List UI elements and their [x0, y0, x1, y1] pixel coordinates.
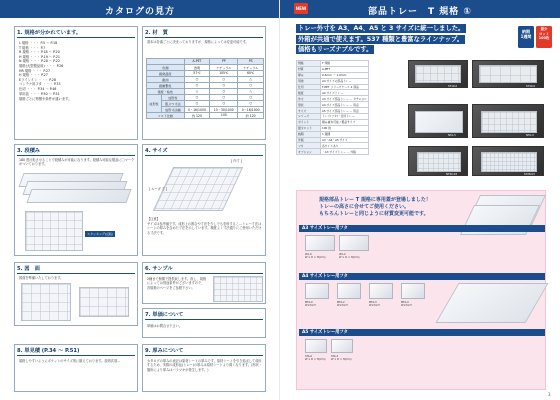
- material-cell: 耐油: [147, 76, 185, 82]
- standard-item: HR 規格 ・・・ P.27: [19, 68, 51, 73]
- lid-intro-line: トレーの高さに合せてご使用ください。: [319, 204, 410, 210]
- section-5-box: [14, 262, 138, 326]
- spec-key: ポイント: [297, 119, 321, 125]
- spec-key: シリーズ: [297, 114, 321, 120]
- lid-code: MTA-4: [401, 301, 409, 304]
- spec-key: 外寸: [297, 96, 321, 102]
- material-cell: 57℃: [184, 70, 210, 76]
- section-6-box: [142, 262, 266, 304]
- standard-item: 規格(大型製品用) ・・・ P.26: [19, 63, 64, 68]
- spec-value: トレイ(フタ)・仕切トレー: [321, 114, 369, 120]
- headline-line: 外箱が共通で使えます。537 種類と豊富なラインナップ。: [298, 35, 464, 43]
- section-7-box: [142, 308, 266, 338]
- material-cell: 約 120: [238, 112, 264, 118]
- tray-cross-section: [25, 211, 83, 251]
- section-9-title: 9. 厚みについて: [145, 347, 263, 356]
- standard-item: コンテナ用フタ ・・・ P.33: [19, 82, 61, 87]
- material-cell: 0〜16/1000: [184, 106, 210, 112]
- material-cell: コスト比較: [147, 112, 185, 118]
- spec-key: フタ: [297, 143, 321, 149]
- spec-value: A4 サイズの部品トレー: [321, 78, 369, 84]
- pocket-desc: 規格しやすいようにポケットのサイズ別に揃えております。説明次項…: [19, 359, 121, 363]
- tray-photo-grid: [479, 65, 537, 83]
- material-cell: ○: [238, 94, 264, 100]
- lid-image: [305, 283, 329, 299]
- material-header-cell: PS: [238, 59, 264, 65]
- delivery-tag: [518, 26, 534, 48]
- spec-table: [296, 60, 369, 155]
- stacking-desc: 180 度反転させることで段積みが可能になります。段積み可能な製品に〇マークがついております。: [19, 158, 135, 167]
- tray-photo: [472, 104, 544, 138]
- lid-dims: W × D × H(mm): [339, 256, 360, 259]
- tray-photo: [408, 60, 468, 88]
- lid-code: MTA-0: [305, 301, 313, 304]
- t-standard-page: [280, 0, 560, 400]
- min-lot-label: ロット: [538, 31, 550, 36]
- size-note: サイズは参考値です。成形上の都合や寸法を少しでも変形するこ…トレー寸法はシートの厚みを含めた寸法を示しています。精度よく寸法通りにご使用いただける寸法です。: [147, 222, 262, 235]
- standard-item: N 規格 ・・・ P.20 〜 P.22: [19, 59, 60, 64]
- spec-value: A3・A4・A5 サイズ: [321, 137, 369, 143]
- spec-key: サイズ: [297, 108, 321, 114]
- left-page-title: カタログの見方: [104, 7, 175, 17]
- standard-item: H 規格 ・・・ P.19 〜 P.21: [19, 54, 60, 59]
- spec-value: A5 サイズ部品トレー ... 用意: [321, 108, 369, 114]
- lid-section: [296, 190, 546, 390]
- standard-item: R 規格 ・・・ P.18 〜 P.20: [19, 50, 60, 55]
- photo-caption: NTA-4: [526, 134, 534, 137]
- stacking-tag: スタッキング(反転): [87, 232, 114, 236]
- photo-caption: ST40-0: [526, 85, 536, 88]
- inner-dim-label: [ 内寸 ]: [231, 159, 242, 163]
- left-header-bar: [0, 0, 280, 18]
- material-cell: ○: [210, 100, 238, 106]
- tray-photo: [408, 146, 468, 176]
- material-cell: ○: [184, 82, 210, 88]
- headline-line: 価格もリーズナブルです。: [298, 46, 373, 53]
- material-cell: ナチュラル: [238, 64, 264, 70]
- material-cell: 0〜16/1000: [238, 106, 264, 112]
- material-cell: 成形性: [162, 94, 185, 100]
- standard-item: H 規格 ・・・ P.27: [19, 73, 48, 78]
- material-table: [146, 58, 264, 119]
- material-cell: ○: [238, 82, 264, 88]
- lid-image: [331, 339, 353, 353]
- lid-image: [305, 339, 327, 353]
- section-9-box: [142, 344, 266, 392]
- material-desc: 基本は各番ごとに決まっておりますが、規格によっては変更可能です。: [147, 40, 249, 44]
- delivery-tag-label: 納期: [522, 29, 530, 34]
- material-row: [147, 112, 264, 118]
- spec-key: 外箱: [297, 137, 321, 143]
- a4-lid-header: A4 サイズトレー用フタ: [299, 273, 545, 280]
- material-cell: △: [184, 88, 210, 94]
- spec-value: T-PET フリーズケース 2 商品: [321, 84, 369, 90]
- photo-caption: ST10-0: [448, 85, 458, 88]
- photo-caption: NTA-3: [448, 134, 456, 137]
- material-cell: 約 120: [184, 112, 210, 118]
- section-7-title: 7. 単価について: [145, 311, 263, 320]
- material-cell: ○: [210, 82, 238, 88]
- section-5-title: 5. 図 面: [17, 265, 135, 274]
- thickness-desc: カタログの厚みの表記は原材シートの厚みです。原材シートを引き延ばして成形するため、実際の成形品(トレー)の厚みは原材シートより薄くなります。(形状・箇所により厚みはバラツキが発生します。): [147, 359, 262, 372]
- section-6-title: 6. サンプル: [145, 265, 263, 274]
- spec-value: A4 サイズ部品トレー ... 用意: [321, 102, 369, 108]
- tray-photo: [408, 104, 468, 138]
- section-8-box: [14, 344, 138, 392]
- material-cell: △: [238, 76, 264, 82]
- outer-dim-label: [ ルーガ 寸 ]: [149, 187, 168, 191]
- material-cell: 色調: [147, 64, 185, 70]
- lid-photo: [435, 283, 548, 323]
- spec-key: 形状: [297, 102, 321, 108]
- material-cell: 15〜30/1000: [210, 106, 238, 112]
- right-page-title: 部品トレー T 規格 ①: [367, 7, 473, 17]
- a5-lid-header: A5 サイズトレー用フタ: [299, 329, 545, 336]
- material-cell: ○: [210, 76, 238, 82]
- size-note-head: 【注意】: [147, 217, 160, 221]
- spec-key: 強度: [297, 90, 321, 96]
- lid-code: MTA-2: [337, 301, 345, 304]
- standard-item: 仕切 ・・・ P.34 〜 P.46: [19, 86, 57, 91]
- drawing-desc: 図面を準備いたしております。: [19, 276, 64, 280]
- material-cell: 100: [210, 112, 238, 118]
- section-2-title: 2. 材 質: [145, 29, 263, 38]
- price-desc: 単価はお問合せ下さい。: [147, 324, 183, 328]
- section-8-title: 8. 単見積 (P.34 〜 P.51): [17, 347, 135, 356]
- tray-photo-grid: [481, 152, 537, 172]
- material-cell: ○: [210, 88, 238, 94]
- spec-value: 100 枚: [321, 125, 369, 131]
- tray-photo-grid: [415, 65, 461, 83]
- lid-image: [401, 283, 425, 299]
- lid-dims: W × D × H(mm): [305, 256, 326, 259]
- drawing-image: [79, 287, 129, 317]
- spec-value: A3 サイズ部品トレー ... タテ×ヨコ: [322, 96, 367, 101]
- tray-photo-item: [415, 111, 463, 133]
- tray-photo-grid: [481, 111, 537, 133]
- standard-item: Eラインイン ・・・ P.28: [19, 77, 57, 82]
- lid-image: [369, 283, 393, 299]
- stacked-tray-image: [26, 189, 131, 203]
- lid-intro-line: もちろんトレーと同じように材質変更可能です。: [319, 211, 429, 217]
- material-cell: ナチュラル: [210, 64, 238, 70]
- a3-lid-header: A3 サイズトレー用フタ: [299, 225, 545, 232]
- material-cell: 耐熱温度: [147, 70, 185, 76]
- standard-item: L 規格 ・・・ P.5 〜 P.18: [19, 41, 58, 45]
- material-cell: 強度・粘性: [147, 88, 185, 94]
- spec-value: 1 週間: [321, 131, 369, 137]
- lid-code: LTA-2: [339, 253, 346, 256]
- tray-photo: [472, 60, 544, 88]
- lid-code: LTA-0: [305, 253, 312, 256]
- section-2-box: [142, 26, 266, 140]
- spec-key: 厚み: [297, 72, 321, 78]
- lid-dims: W×D×H: [401, 304, 412, 307]
- spec-row: [297, 149, 369, 155]
- standard-list: [19, 41, 72, 102]
- material-cell: 成形性: [147, 94, 162, 112]
- right-header-bar: [280, 0, 560, 18]
- material-header-cell: A-PET: [184, 59, 210, 65]
- lid-code: MTA-3: [369, 301, 377, 304]
- spec-key: 最少ロット: [297, 125, 321, 131]
- section-4-box: [142, 144, 266, 256]
- material-cell: 透明: [184, 64, 210, 70]
- tray-photo-grid: [417, 152, 461, 172]
- material-cell: △: [238, 88, 264, 94]
- lid-code: STA-0: [305, 355, 313, 358]
- material-header-cell: PP: [210, 59, 238, 65]
- min-lot-value: 100枚: [538, 36, 550, 41]
- lid-image: [339, 235, 369, 251]
- spec-key: 材質: [297, 66, 321, 72]
- lid-dims: W×D×H: [369, 304, 380, 307]
- material-cell: ○: [184, 76, 210, 82]
- standard-note: 規格ごとに特徴や条件が違います。: [19, 97, 72, 102]
- lid-intro: [319, 197, 431, 218]
- section-1-title: 1. 規格が分かれています。: [17, 29, 135, 38]
- spec-key: 用途: [297, 78, 321, 84]
- headline-line: トレー外寸を A3、A4、A5 と 3 サイズに統一しました。: [298, 25, 465, 32]
- spec-key: オプション: [297, 149, 321, 155]
- section-1-box: [14, 26, 138, 140]
- lid-intro-line: 規格部品トレー T 規格に専用蓋が登場しました！: [319, 197, 431, 203]
- spec-key: 納期: [297, 131, 321, 137]
- min-lot-label: 最少: [540, 27, 548, 31]
- lid-dims: W×D×H: [337, 304, 348, 307]
- material-cell: ○: [210, 94, 238, 100]
- section-3-title: 3. 段積み: [17, 147, 135, 156]
- spec-value: A-PET: [321, 66, 369, 72]
- photo-caption: ST28-03: [524, 173, 535, 176]
- delivery-tag-value: 1週間: [520, 34, 532, 40]
- page-number: 3: [548, 392, 551, 397]
- standard-item: 単用品 ・・・ P.50 〜 P.51: [19, 91, 60, 96]
- lid-dims: W×D×H: [305, 304, 316, 307]
- spec-key: 仕切: [297, 84, 321, 90]
- photo-caption: NT40-03: [446, 173, 458, 176]
- sample-tray-image: [213, 276, 263, 302]
- sample-desc: 2種まで無償で提供致します。但し、規格によっては別途条件がございますので、各規格のページをご参照下さい。: [147, 277, 207, 290]
- drawing-image: [21, 283, 71, 321]
- spec-value: 各サイズあり: [321, 143, 369, 149]
- spec-value: T 規格: [321, 61, 369, 67]
- material-cell: 肌ぶつ寸法: [162, 100, 185, 106]
- spec-value: A4 サイズトレー: [321, 90, 369, 96]
- spec-value: 積み重ね可能 / 製品サイズ: [321, 119, 369, 125]
- material-cell: ○: [184, 94, 210, 100]
- tray-photo: [472, 146, 544, 176]
- spec-value: 0.5mm ～ 1.0mm: [321, 72, 369, 78]
- lid-image: [305, 235, 335, 251]
- material-cell: 60℃: [238, 70, 264, 76]
- material-cell: 105℃: [210, 70, 238, 76]
- min-lot-tag: [536, 26, 552, 48]
- lid-code: STA-3: [331, 355, 339, 358]
- material-cell: ○: [184, 100, 210, 106]
- material-cell: 成形寸法幅: [162, 106, 185, 112]
- section-3-box: [14, 144, 138, 256]
- headline: [296, 24, 496, 56]
- new-badge: NEW: [294, 3, 308, 14]
- spec-key: 規格: [297, 61, 321, 67]
- lid-image: [337, 283, 361, 299]
- standard-item: T 規格 ・・・ P.7: [19, 45, 46, 50]
- spec-value: ・A3 サイズトレー ... 外箱: [321, 149, 369, 155]
- section-4-title: 4. サイズ: [145, 147, 263, 156]
- lid-dims: W × D × H(mm): [305, 358, 326, 361]
- material-cell: 耐衝撃性: [147, 82, 185, 88]
- material-cell: ○: [238, 100, 264, 106]
- lid-dims: W × D × H(mm): [331, 358, 352, 361]
